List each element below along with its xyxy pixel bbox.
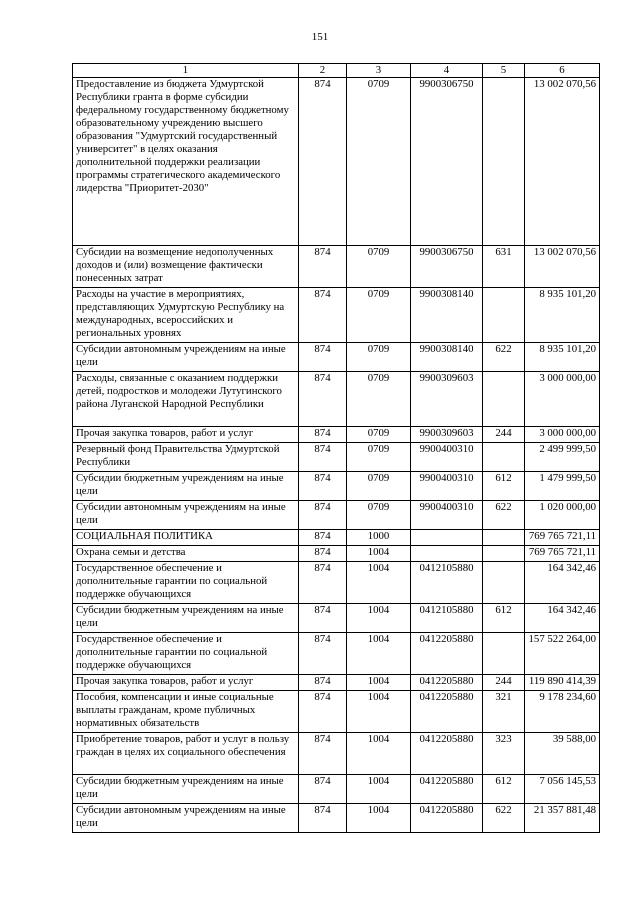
cell-c6: 39 588,00 [525,732,600,774]
cell-c5: 323 [483,732,525,774]
cell-c2: 874 [299,287,347,342]
table-row [73,471,600,500]
cell-c2: 874 [299,529,347,545]
cell-c4: 0412205880 [411,674,483,690]
cell-name: Субсидии на возмещение недополученных доходов и (или) возмещение фактически понесенных затрат [73,245,299,287]
cell-c3: 1004 [347,774,411,803]
cell-name: Охрана семьи и детства [73,545,299,561]
cell-c3: 1004 [347,603,411,632]
cell-name: Пособия, компенсации и иные социальные выплаты гражданам, кроме публичных нормативных обязательств [73,690,299,732]
table-row [73,561,600,603]
column-header: 4 [411,64,483,78]
cell-c5: 622 [483,500,525,529]
cell-c2: 874 [299,732,347,774]
cell-c3: 0709 [347,500,411,529]
cell-c3: 0709 [347,371,411,426]
cell-c4: 9900308140 [411,287,483,342]
cell-c4: 9900309603 [411,426,483,442]
cell-c4: 0412105880 [411,603,483,632]
table-row [73,732,600,774]
cell-c3: 1000 [347,529,411,545]
cell-c5: 612 [483,471,525,500]
table-row [73,371,600,426]
cell-c4: 9900400310 [411,500,483,529]
cell-c6: 8 935 101,20 [525,287,600,342]
cell-c6: 7 056 145,53 [525,774,600,803]
cell-c4: 0412205880 [411,632,483,674]
cell-c5 [483,287,525,342]
cell-c6: 769 765 721,11 [525,529,600,545]
cell-c5: 622 [483,803,525,832]
cell-c4: 0412205880 [411,774,483,803]
cell-name: Приобретение товаров, работ и услуг в пользу граждан в целях их социального обеспечения [73,732,299,774]
cell-c3: 1004 [347,632,411,674]
cell-c5: 244 [483,426,525,442]
column-header: 1 [73,64,299,78]
cell-c2: 874 [299,77,347,245]
cell-c4: 0412105880 [411,561,483,603]
cell-c3: 1004 [347,732,411,774]
cell-c6: 1 479 999,50 [525,471,600,500]
cell-c5 [483,545,525,561]
cell-c6: 164 342,46 [525,603,600,632]
cell-c6: 2 499 999,50 [525,442,600,471]
cell-c3: 1004 [347,561,411,603]
cell-c5 [483,529,525,545]
page-number: 151 [311,31,329,43]
cell-c2: 874 [299,690,347,732]
cell-c4: 9900306750 [411,245,483,287]
cell-c6: 8 935 101,20 [525,342,600,371]
table-row [73,545,600,561]
cell-name: Расходы на участие в мероприятиях, представляющих Удмуртскую Республику на международных, всероссийских и региональных уровнях [73,287,299,342]
table-row [73,245,600,287]
cell-c6: 1 020 000,00 [525,500,600,529]
cell-name: СОЦИАЛЬНАЯ ПОЛИТИКА [73,529,299,545]
cell-name: Государственное обеспечение и дополнительные гарантии по социальной поддержке обучающихся [73,632,299,674]
cell-c3: 0709 [347,342,411,371]
cell-c3: 1004 [347,674,411,690]
table-row [73,342,600,371]
cell-c2: 874 [299,471,347,500]
table-row [73,529,600,545]
cell-c3: 0709 [347,287,411,342]
cell-c2: 874 [299,674,347,690]
cell-name: Субсидии автономным учреждениям на иные цели [73,500,299,529]
cell-c4: 9900400310 [411,471,483,500]
cell-c3: 0709 [347,442,411,471]
cell-c4: 0412205880 [411,803,483,832]
budget-table [72,63,600,833]
cell-name: Субсидии бюджетным учреждениям на иные цели [73,774,299,803]
cell-name: Прочая закупка товаров, работ и услуг [73,426,299,442]
column-header: 2 [299,64,347,78]
cell-c5 [483,371,525,426]
column-header: 5 [483,64,525,78]
cell-c2: 874 [299,803,347,832]
cell-c5 [483,442,525,471]
cell-c4: 9900306750 [411,77,483,245]
table-header-row [73,64,600,78]
cell-c4: 0412205880 [411,732,483,774]
cell-c4: 0412205880 [411,690,483,732]
cell-c6: 9 178 234,60 [525,690,600,732]
cell-c3: 0709 [347,77,411,245]
table-body [73,77,600,832]
column-header: 3 [347,64,411,78]
cell-c2: 874 [299,500,347,529]
cell-c6: 13 002 070,56 [525,77,600,245]
cell-name: Резервный фонд Правительства Удмуртской Республики [73,442,299,471]
table-row [73,774,600,803]
cell-name: Государственное обеспечение и дополнительные гарантии по социальной поддержке обучающихся [73,561,299,603]
cell-c2: 874 [299,545,347,561]
cell-c3: 1004 [347,690,411,732]
cell-c5: 622 [483,342,525,371]
cell-name: Субсидии бюджетным учреждениям на иные цели [73,471,299,500]
table-row [73,426,600,442]
cell-c3: 0709 [347,471,411,500]
table-row [73,632,600,674]
cell-name: Расходы, связанные с оказанием поддержки детей, подростков и молодежи Лутугинского района Луганской Народной Республики [73,371,299,426]
cell-c5 [483,632,525,674]
cell-c3: 1004 [347,803,411,832]
cell-name: Прочая закупка товаров, работ и услуг [73,674,299,690]
cell-c2: 874 [299,426,347,442]
cell-name: Субсидии бюджетным учреждениям на иные цели [73,603,299,632]
table-row [73,603,600,632]
cell-c2: 874 [299,442,347,471]
cell-c6: 119 890 414,39 [525,674,600,690]
cell-c4 [411,545,483,561]
cell-c6: 21 357 881,48 [525,803,600,832]
cell-c5: 612 [483,603,525,632]
cell-c2: 874 [299,245,347,287]
cell-c2: 874 [299,342,347,371]
cell-c5 [483,561,525,603]
cell-c4: 9900308140 [411,342,483,371]
cell-c4: 9900309603 [411,371,483,426]
cell-c2: 874 [299,561,347,603]
table-row [73,674,600,690]
cell-c5: 631 [483,245,525,287]
cell-c5 [483,77,525,245]
column-header: 6 [525,64,600,78]
cell-name: Предоставление из бюджета Удмуртской Республики гранта в форме субсидии федеральному государственному бюджетному образовательному учреждению высшего образования "Удмуртский государственный университет" в целях оказания дополнительной поддержки реализации программы стратегического академического лидерства "Приоритет-2030" [73,77,299,245]
cell-c6: 3 000 000,00 [525,426,600,442]
table-row [73,500,600,529]
table-row [73,77,600,245]
cell-c2: 874 [299,774,347,803]
table-row [73,690,600,732]
cell-c5: 612 [483,774,525,803]
cell-c4: 9900400310 [411,442,483,471]
cell-c4 [411,529,483,545]
cell-c2: 874 [299,371,347,426]
table-row [73,803,600,832]
cell-name: Субсидии автономным учреждениям на иные цели [73,342,299,371]
cell-c3: 0709 [347,426,411,442]
cell-c3: 0709 [347,245,411,287]
cell-c6: 3 000 000,00 [525,371,600,426]
cell-c6: 164 342,46 [525,561,600,603]
cell-c2: 874 [299,632,347,674]
cell-c2: 874 [299,603,347,632]
table-row [73,442,600,471]
table-row [73,287,600,342]
cell-c5: 321 [483,690,525,732]
cell-c6: 13 002 070,56 [525,245,600,287]
cell-c3: 1004 [347,545,411,561]
cell-c6: 769 765 721,11 [525,545,600,561]
cell-c5: 244 [483,674,525,690]
cell-name: Субсидии автономным учреждениям на иные цели [73,803,299,832]
cell-c6: 157 522 264,00 [525,632,600,674]
